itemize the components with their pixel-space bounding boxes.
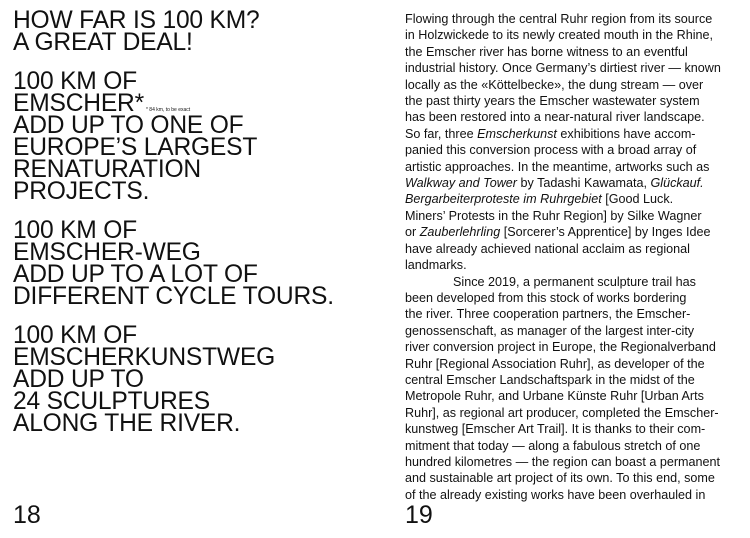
artwork-title: Zauberlehrling [419,225,501,240]
headline-line: ADD UP TO A LOT OF [13,261,258,288]
body-text-run: [Good Luck. [601,192,674,207]
body-line: landmarks. [405,258,467,273]
artwork-title: Bergarbeiterproteste im Ruhrgebiet [405,192,602,207]
body-line [405,126,747,142]
body-line: the Emscher river has borne witness to an eventful [405,44,688,59]
body-line: river conversion project in Europe, the Regionalverband [405,340,716,355]
headline-line: ALONG THE RIVER. [13,410,241,437]
body-text-run: [Sorcerer’s Apprentice] by Inges Idee [500,225,711,240]
headline-line: ADD UP TO ONE OF [13,112,244,139]
headline-line: HOW FAR IS 100 KM? [13,7,260,34]
body-text-run: or [405,225,420,240]
headline-line: RENATURATION [13,156,201,183]
headline-line: 24 SCULPTURES [13,388,210,415]
body-line: Miners’ Protests in the Ruhr Region] by Silke Wagner [405,208,702,223]
body-line: been developed from this stock of works bordering [405,290,687,305]
page-number-left: 18 [13,501,41,529]
body-line-indented: Since 2019, a permanent sculpture trail has [453,274,696,289]
headline-block-3 [13,217,368,310]
body-line: central Emscher Landschaftspark in the midst of the [405,372,695,387]
headline-line: ADD UP TO [13,366,144,393]
headline-line: 100 KM OF [13,322,137,349]
headline-line: PROJECTS. [13,178,150,205]
body-line: in Holzwickede to its newly created mouth in the Rhine, [405,28,713,43]
body-line: of the already existing works have been overhauled in [405,487,706,502]
body-line: panied this conversion process with a broad array of [405,143,697,158]
headline-line: 100 KM OF [13,68,137,95]
headline-line: EMSCHERKUNSTWEG [13,344,276,371]
body-text [405,11,747,503]
body-line [405,191,747,207]
body-line: Metropole Ruhr, and Urbane Künste Ruhr [Urban Arts [405,389,704,404]
footnote-marker: * [134,90,144,117]
body-line: genossenschaft, as manager of the largest inter-city [405,323,695,338]
headline-block-2 [13,68,368,205]
artwork-title: Glückauf. [650,176,704,191]
body-line: Flowing through the central Ruhr region from its source [405,12,713,26]
body-text-run: So far, three [405,126,478,141]
artwork-title: Emscherkunst [477,126,557,141]
right-page [375,0,750,538]
body-line [405,175,747,191]
body-line: mitment that today — along a fabulous stretch of one [405,438,701,453]
headline-line: EUROPE’S LARGEST [13,134,258,161]
body-line: industrial history. Once Germany’s dirtiest river — known [405,61,721,76]
body-line: Ruhr [Regional Association Ruhr], as developer of the [405,356,705,371]
headline-line: DIFFERENT CYCLE TOURS. [13,283,334,310]
body-text-run: by Tadashi Kawamata, [517,176,651,191]
body-line: has been restored into a near-natural river landscape. [405,110,705,125]
headline-group [13,7,368,452]
headline-line: EMSCHER-WEG [13,239,201,266]
body-text-run: exhibitions have accom- [556,126,696,141]
body-line: hundred kilometres — the region can boast a permanent [405,454,721,469]
body-line: locally as the «Köttelbecke», the dung stream — over [405,77,704,92]
headline-text: EMSCHER [13,90,135,117]
headline-block-4 [13,322,368,437]
headline-line: 100 KM OF [13,217,137,244]
body-line: the past thirty years the Emscher wastewater system [405,94,700,109]
page-number-right: 19 [405,501,433,529]
body-line: kunstweg [Emscher Art Trail]. It is thanks to their com- [405,422,706,437]
body-line: artistic approaches. In the meantime, artworks such as [405,159,710,174]
artwork-title: Walkway and Tower [405,176,517,191]
body-line: the river. Three cooperation partners, the Emscher- [405,307,691,322]
body-line: Ruhr], as regional art producer, completed the Emscher- [405,405,719,420]
headline-block-1 [13,7,368,56]
body-line [405,224,747,240]
footnote-text: * 84 km, to be exact [145,107,191,113]
headline-line: A GREAT DEAL! [13,29,193,56]
body-line: have already achieved national acclaim as regional [405,241,690,256]
body-line: and sustainable art project of its own. To this end, some [405,471,715,486]
